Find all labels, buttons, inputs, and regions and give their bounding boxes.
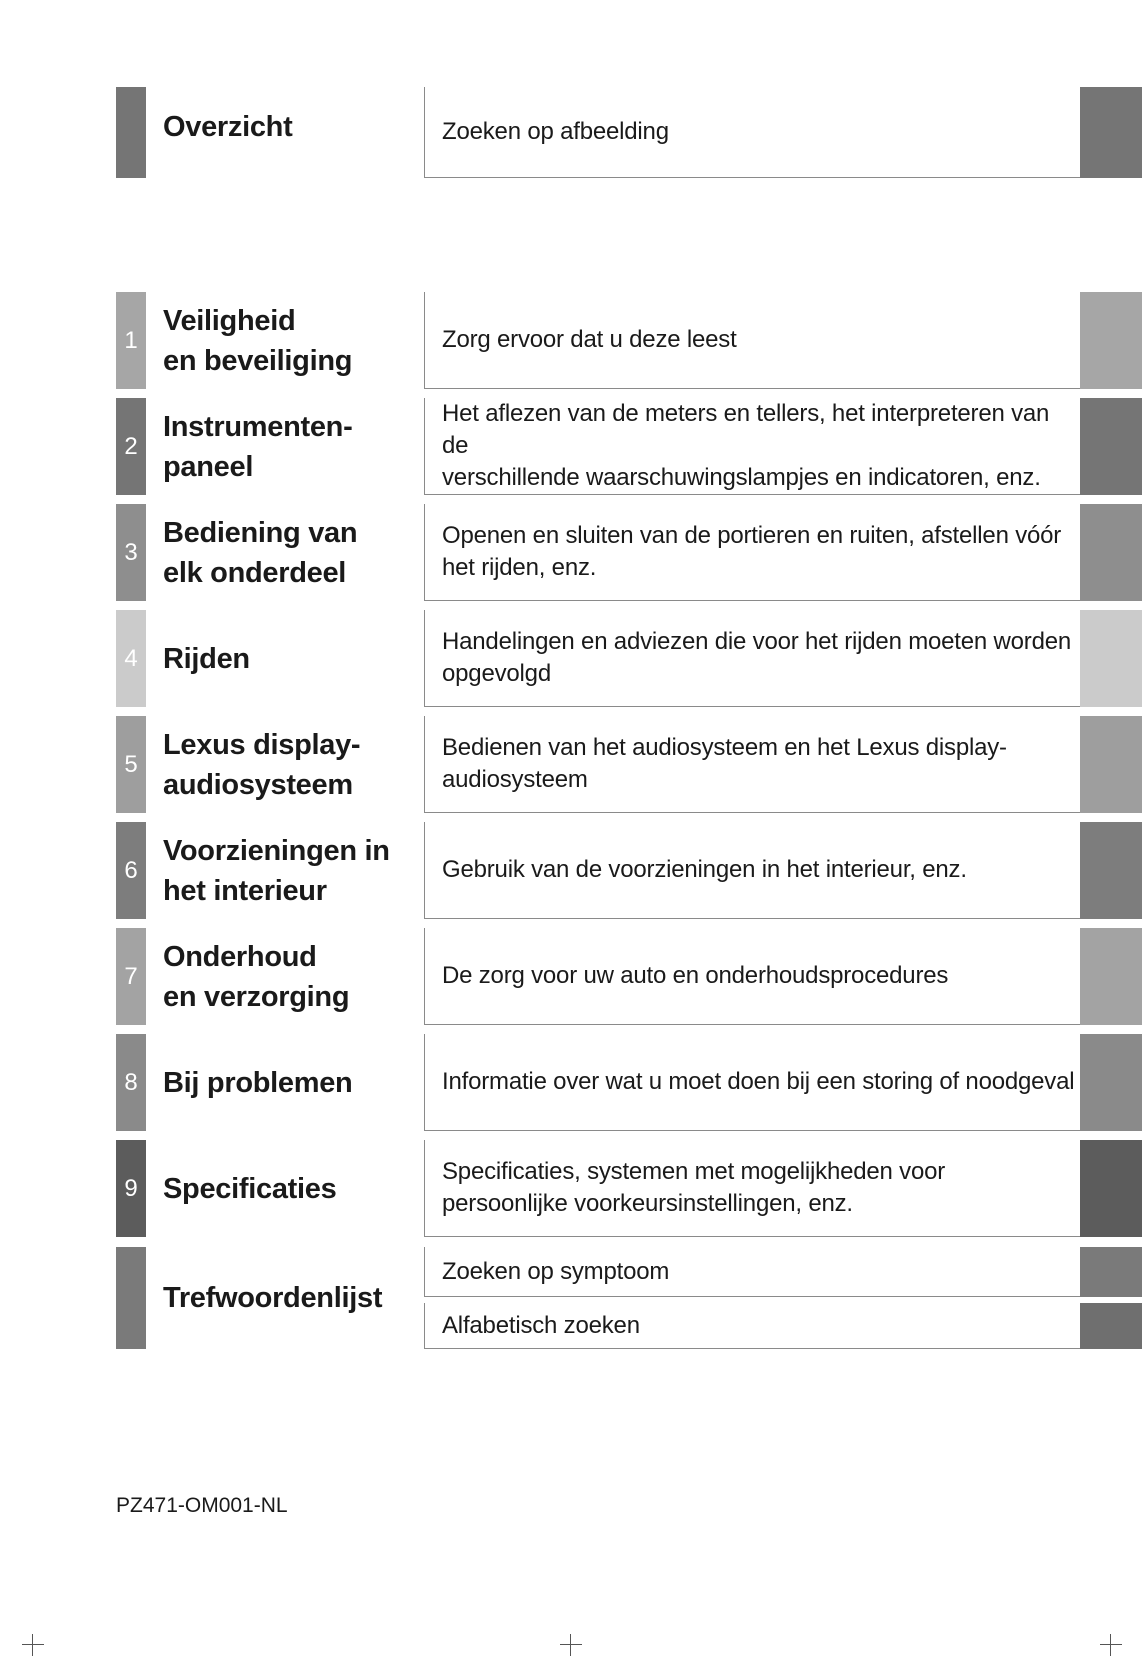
chapter-description[interactable]: Specificaties, systemen met mogelijkheden voor persoonlijke voorkeursinstellingen, enz. — [424, 1140, 1080, 1237]
index-edge-tab-symptom — [1080, 1247, 1142, 1297]
chapter-row-6[interactable] — [0, 822, 1142, 919]
chapter-edge-tab — [1080, 292, 1142, 389]
index-tab — [116, 1247, 146, 1349]
crop-mark-right — [1100, 1634, 1122, 1656]
index-title: Trefwoordenlijst — [163, 1282, 383, 1314]
chapter-description[interactable]: De zorg voor uw auto en onderhoudsprocedures — [424, 928, 1080, 1025]
chapter-title: Onderhoud en verzorging — [163, 940, 350, 1013]
chapter-row-7[interactable] — [0, 928, 1142, 1025]
chapter-description[interactable]: Handelingen en adviezen die voor het rijden moeten worden opgevolgd — [424, 610, 1080, 707]
chapter-edge-tab — [1080, 716, 1142, 813]
chapter-number-tab: 6 — [116, 822, 146, 919]
chapter-row-1[interactable] — [0, 292, 1142, 389]
chapter-number-tab: 7 — [116, 928, 146, 1025]
chapter-number-tab: 8 — [116, 1034, 146, 1131]
chapter-description[interactable]: Openen en sluiten van de portieren en ruiten, afstellen vóór het rijden, enz. — [424, 504, 1080, 601]
chapter-title: Specificaties — [163, 1172, 337, 1205]
chapter-number-tab: 5 — [116, 716, 146, 813]
chapter-number-tab: 3 — [116, 504, 146, 601]
chapter-description[interactable]: Bedienen van het audiosysteem en het Lexus display- audiosysteem — [424, 716, 1080, 813]
chapter-title: Bediening van elk onderdeel — [163, 516, 358, 589]
chapter-row-3[interactable] — [0, 504, 1142, 601]
chapter-description[interactable]: Informatie over wat u moet doen bij een storing of noodgeval — [424, 1034, 1080, 1131]
chapter-title: Instrumenten- paneel — [163, 410, 353, 483]
index-entry-symptom[interactable]: Zoeken op symptoom — [424, 1247, 1080, 1297]
chapter-row-9[interactable] — [0, 1140, 1142, 1237]
chapter-number-tab: 1 — [116, 292, 146, 389]
chapter-description[interactable]: Gebruik van de voorzieningen in het interieur, enz. — [424, 822, 1080, 919]
chapter-number-tab: 9 — [116, 1140, 146, 1237]
overview-title: Overzicht — [163, 110, 293, 143]
chapter-description[interactable]: Het aflezen van de meters en tellers, het interpreteren van de verschillende waarschuwingslampjes en indicatoren, enz. — [424, 398, 1080, 495]
document-code: PZ471-OM001-NL — [116, 1494, 288, 1517]
chapter-edge-tab — [1080, 610, 1142, 707]
chapter-row-5[interactable] — [0, 716, 1142, 813]
chapter-title: Lexus display- audiosysteem — [163, 728, 361, 801]
chapter-number-tab: 4 — [116, 610, 146, 707]
chapter-title: Voorzieningen in het interieur — [163, 834, 390, 907]
chapter-number-tab: 2 — [116, 398, 146, 495]
crop-mark-center — [560, 1634, 582, 1656]
index-edge-tab-alphabetical — [1080, 1303, 1142, 1349]
chapter-edge-tab — [1080, 1034, 1142, 1131]
index-entry-alphabetical[interactable]: Alfabetisch zoeken — [424, 1303, 1080, 1349]
chapter-edge-tab — [1080, 928, 1142, 1025]
chapter-row-4[interactable] — [0, 610, 1142, 707]
index-row — [0, 1247, 1142, 1349]
chapter-title: Veiligheid en beveiliging — [163, 304, 353, 377]
chapter-edge-tab — [1080, 1140, 1142, 1237]
chapter-description[interactable]: Zorg ervoor dat u deze leest — [424, 292, 1080, 389]
chapter-edge-tab — [1080, 398, 1142, 495]
overview-description[interactable]: Zoeken op afbeelding — [424, 87, 1080, 178]
overview-row[interactable] — [0, 87, 1142, 178]
chapter-row-8[interactable] — [0, 1034, 1142, 1131]
chapter-edge-tab — [1080, 822, 1142, 919]
chapter-title: Rijden — [163, 642, 250, 675]
overview-tab — [116, 87, 146, 178]
chapter-title: Bij problemen — [163, 1066, 353, 1099]
chapter-row-2[interactable] — [0, 398, 1142, 495]
crop-mark-left — [22, 1634, 44, 1656]
overview-edge-tab — [1080, 87, 1142, 178]
chapter-edge-tab — [1080, 504, 1142, 601]
